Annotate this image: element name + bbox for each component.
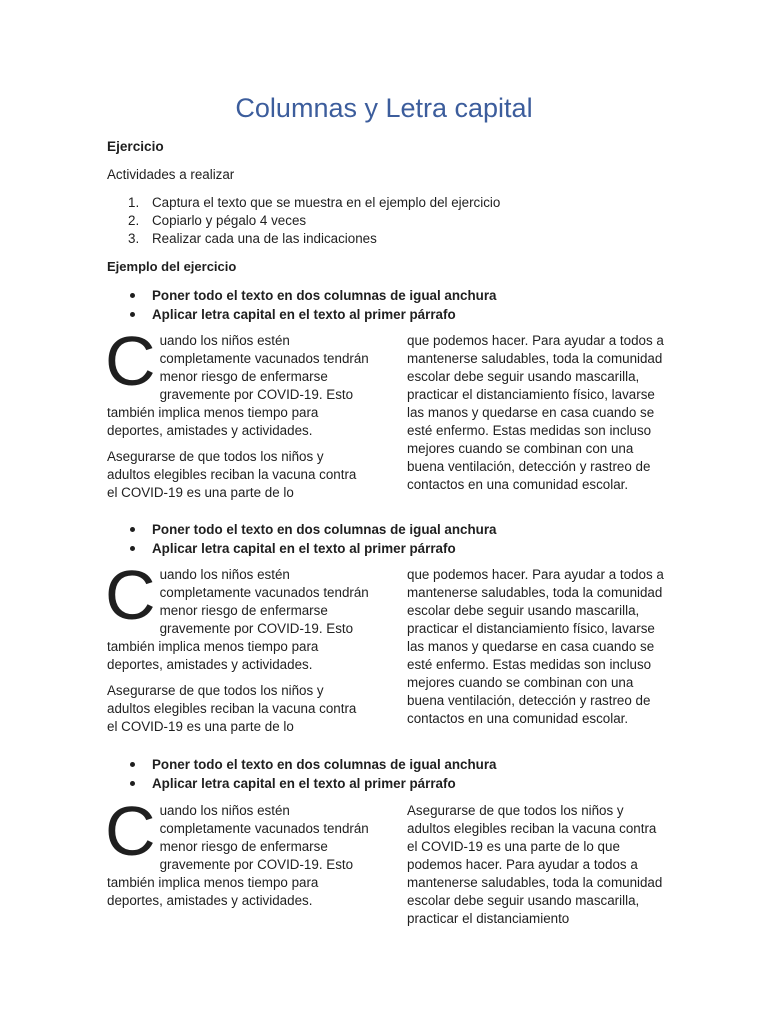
paragraph: que podemos hacer. Para ayudar a todos a mantenerse saludables, toda la comunidad escolar debe seguir usando mascarilla, practicar el distanciamiento físico, lavarse las manos y quedarse en casa cuando se esté enfermo. Estas medidas son incluso mejores cuando se combinan con una buena ventilación, detección y rastreo de contactos en una comunidad escolar. — [407, 567, 664, 726]
section-heading: Ejercicio — [107, 139, 164, 154]
bullet-icon — [130, 527, 135, 532]
step-number: 1. — [128, 195, 140, 210]
drop-cap: C — [105, 792, 156, 870]
paragraph: que podemos hacer. Para ayudar a todos a mantenerse saludables, toda la comunidad escolar debe seguir usando mascarilla, practicar el distanciamiento físico, lavarse las manos y quedarse en casa cuando se esté enfermo. Estas medidas son incluso mejores cuando se combinan con una buena ventilación, detección y rastreo de contactos en una comunidad escolar. — [407, 333, 664, 492]
paragraph — [105, 556, 369, 674]
right-column — [407, 566, 669, 728]
instruction-text: Poner todo el texto en dos columnas de igual anchura — [152, 522, 497, 537]
instruction-list — [128, 755, 497, 793]
step-text: Realizar cada una de las indicaciones — [152, 231, 377, 246]
instruction-list — [128, 520, 497, 558]
activities-intro: Actividades a realizar — [107, 167, 235, 182]
bullet-icon — [130, 312, 135, 317]
paragraph-text: uando los niños estén completamente vacunados tendrán menor riesgo de enfermarse gravemente por COVID-19. Esto también implica menos tiempo para deportes, amistades y actividades. — [107, 803, 369, 908]
bullet-icon — [130, 293, 135, 298]
page-title: Columnas y Letra capital — [235, 93, 533, 123]
drop-cap: C — [105, 322, 156, 400]
step-text: Captura el texto que se muestra en el ejemplo del ejercicio — [152, 195, 501, 210]
instruction-item — [128, 520, 497, 539]
step-item — [128, 194, 500, 212]
instruction-item — [128, 286, 497, 305]
step-number: 2. — [128, 213, 140, 228]
bullet-icon — [130, 762, 135, 767]
paragraph: Asegurarse de que todos los niños y adultos elegibles reciban la vacuna contra el COVID-19 es una parte de lo — [107, 449, 357, 500]
steps-list — [128, 194, 500, 248]
paragraph — [105, 792, 369, 910]
paragraph — [105, 322, 369, 440]
instruction-text: Aplicar letra capital en el texto al primer párrafo — [152, 541, 456, 556]
example-heading: Ejemplo del ejercicio — [107, 259, 237, 274]
step-text: Copiarlo y pégalo 4 veces — [152, 213, 307, 228]
step-number: 3. — [128, 231, 140, 246]
instruction-text: Poner todo el texto en dos columnas de igual anchura — [152, 288, 497, 303]
step-item — [128, 212, 500, 230]
instruction-item — [128, 774, 497, 793]
bullet-icon — [130, 546, 135, 551]
instruction-text: Aplicar letra capital en el texto al primer párrafo — [152, 776, 456, 791]
instruction-item — [128, 755, 497, 774]
paragraph-text: uando los niños estén completamente vacunados tendrán menor riesgo de enfermarse gravemente por COVID-19. Esto también implica menos tiempo para deportes, amistades y actividades. — [107, 567, 369, 672]
instruction-text: Aplicar letra capital en el texto al primer párrafo — [152, 307, 456, 322]
left-column — [105, 792, 369, 910]
bullet-icon — [130, 781, 135, 786]
step-item — [128, 230, 500, 248]
paragraph: Asegurarse de que todos los niños y adultos elegibles reciban la vacuna contra el COVID-19 es una parte de lo — [107, 683, 357, 734]
instruction-list — [128, 286, 497, 324]
paragraph: Asegurarse de que todos los niños y adultos elegibles reciban la vacuna contra el COVID-19 es una parte de lo que podemos hacer. Para ayudar a todos a mantenerse saludables, toda la comunidad escolar debe seguir usando mascarilla, practicar el distanciamiento — [407, 803, 663, 926]
paragraph-text: uando los niños estén completamente vacunados tendrán menor riesgo de enfermarse gravemente por COVID-19. Esto también implica menos tiempo para deportes, amistades y actividades. — [107, 333, 369, 438]
instruction-item — [128, 539, 497, 558]
left-column — [105, 322, 369, 502]
instruction-item — [128, 305, 497, 324]
instruction-text: Poner todo el texto en dos columnas de igual anchura — [152, 757, 497, 772]
right-column — [407, 332, 669, 494]
right-column — [407, 802, 669, 928]
left-column — [105, 556, 369, 736]
drop-cap: C — [105, 556, 156, 634]
